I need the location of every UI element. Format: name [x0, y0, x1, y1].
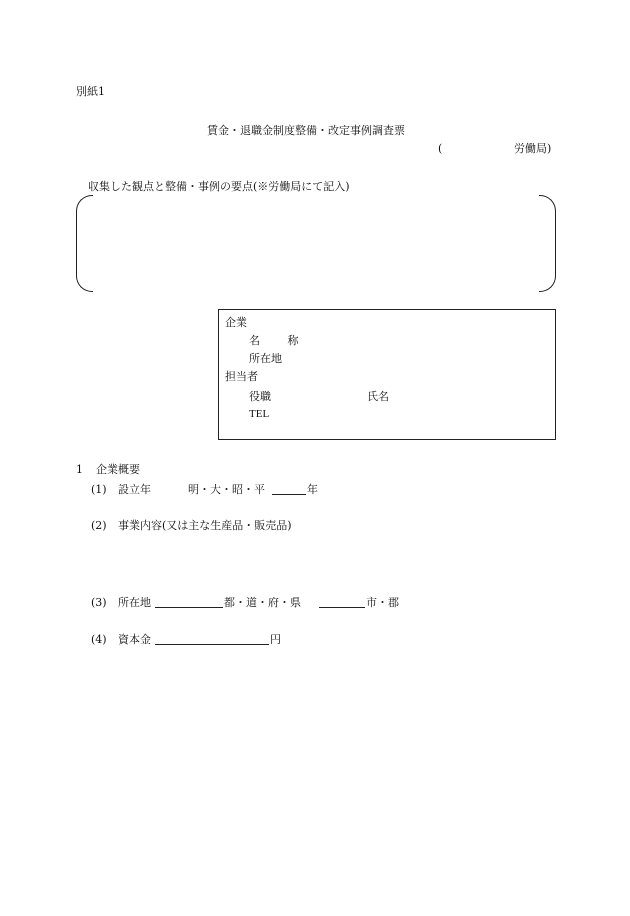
yen-unit: 円 [270, 633, 281, 646]
company-heading: 企業 [225, 316, 247, 329]
section-number: 1 [76, 463, 83, 476]
full-name-label: 氏名 [367, 390, 389, 403]
viewpoint-label: 収集した観点と整備・事例の要点(※労働局にて記入) [88, 180, 350, 193]
tel-label: TEL [249, 408, 270, 420]
location-label: 所在地 [118, 596, 151, 609]
item-number: (4) [91, 633, 107, 646]
prefecture-options: 都・道・府・県 [224, 596, 301, 609]
section-title: 企業概要 [96, 463, 140, 476]
city-options: 市・郡 [366, 596, 399, 609]
capital-label: 資本金 [118, 633, 151, 646]
era-options: 明・大・昭・平 [188, 483, 265, 496]
bureau-name: 労働局) [514, 142, 552, 155]
year-unit: 年 [307, 483, 318, 496]
company-info-box [218, 309, 556, 440]
item-number: (3) [91, 596, 107, 609]
document-title: 賃金・退職金制度整備・改定事例調査票 [207, 124, 405, 137]
company-location-label: 所在地 [249, 352, 282, 365]
position-label: 役職 [249, 390, 271, 403]
attachment-label: 別紙1 [76, 85, 105, 98]
prefecture-blank[interactable] [155, 607, 223, 608]
left-bracket [76, 195, 93, 292]
item-number: (2) [91, 519, 107, 532]
city-blank[interactable] [319, 607, 365, 608]
section-heading [76, 464, 140, 475]
item-number: (1) [91, 483, 107, 496]
founded-year-label: 設立年 [118, 483, 151, 496]
capital-blank[interactable] [155, 644, 269, 645]
founded-year-blank[interactable] [272, 494, 306, 495]
right-bracket [539, 195, 556, 292]
bureau-open-paren: ( [438, 142, 443, 155]
business-content-label: 事業内容(又は主な生産品・販売品) [118, 519, 292, 532]
contact-person-heading: 担当者 [225, 370, 258, 383]
company-name-label: 名 称 [249, 334, 311, 347]
